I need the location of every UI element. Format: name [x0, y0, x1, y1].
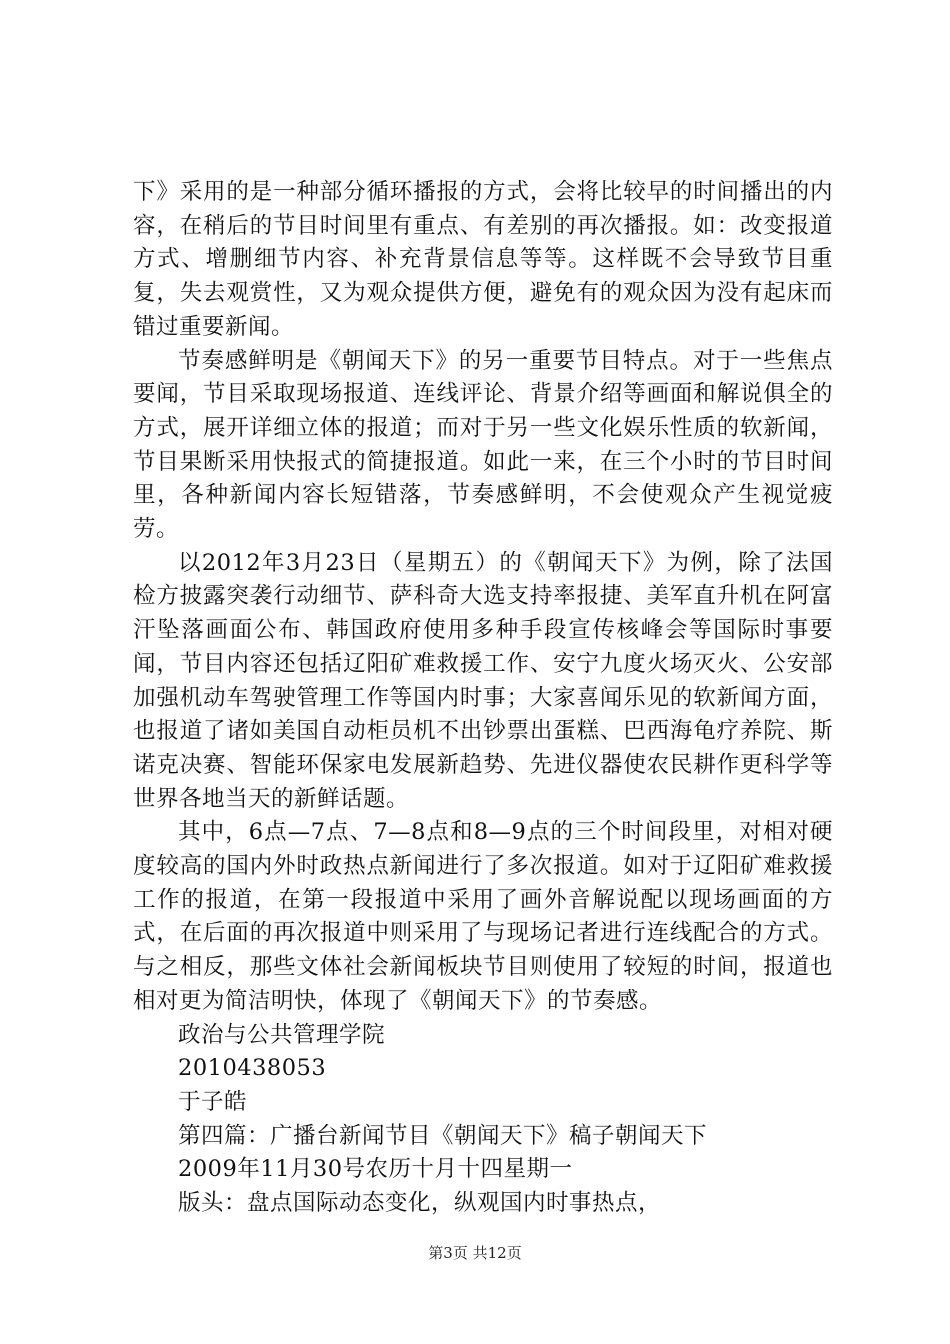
paragraph-time-slots: 其中，6点—7点、7—8点和8—9点的三个时间段里，对相对硬度较高的国内外时政热点新闻进行了多次报道。如对于辽阳矿难救援工作的报道，在第一段报道中采用了画外音解说配以现场画面的方式，在后面的再次报道中则采用了与现场记者进行连线配合的方式。与之相反，那些文体社会新闻板块节目则使用了较短的时间，报道也相对更为简洁明快，体现了《朝闻天下》的节奏感。 [133, 819, 833, 1014]
paragraph-rhythm: 节奏感鲜明是《朝闻天下》的另一重要节目特点。对于一些焦点要闻，节目采取现场报道、连线评论、背景介绍等画面和解说俱全的方式，展开详细立体的报道；而对于另一些文化娱乐性质的软新闻，节目果断采用快报式的简捷报道。如此一来，在三个小时的节目时间里，各种新闻内容长短错落，节奏感鲜明，不会使观众产生视觉疲劳。 [133, 347, 833, 543]
paragraph-example: 以2012年3月23日（星期五）的《朝闻天下》为例，除了法国检方披露突袭行动细节、萨科奇大选支持率报捷、美军直升机在阿富汗坠落画面公布、韩国政府使用多种手段宣传核峰会等国际时事要闻，节目内容还包括辽阳矿难救援工作、安宁九度火场灭火、公安部加强机动车驾驶管理工作等国内时事；大家喜闻乐见的软新闻方面，也报道了诸如美国自动柜员机不出钞票出蛋糕、巴西海龟疗养院、斯诺克决赛、智能环保家电发展新趋势、先进仪器使农民耕作更科学等世界各地当天的新鲜话题。 [133, 549, 833, 812]
headline-intro: 版头：盘点国际动态变化，纵观国内时事热点， [178, 1190, 662, 1217]
broadcast-date: 2009年11月30号农历十月十四星期一 [178, 1156, 573, 1183]
author-school: 政治与公共管理学院 [178, 1021, 386, 1048]
author-student-id: 2010438053 [178, 1055, 327, 1082]
page-number-footer: 第3页 共12页 [428, 1244, 522, 1262]
document-body [133, 176, 833, 1221]
section-heading: 第四篇：广播台新闻节目《朝闻天下》稿子朝闻天下 [178, 1122, 708, 1149]
author-name: 于子皓 [178, 1088, 248, 1115]
paragraph-continuation: 下》采用的是一种部分循环播报的方式，会将比较早的时间播出的内容，在稍后的节目时间里有重点、有差别的再次播报。如：改变报道方式、增删细节内容、补充背景信息等等。这样既不会导致节目重复，失去观赏性，又为观众提供方便，避免有的观众因为没有起床而错过重要新闻。 [133, 179, 833, 340]
